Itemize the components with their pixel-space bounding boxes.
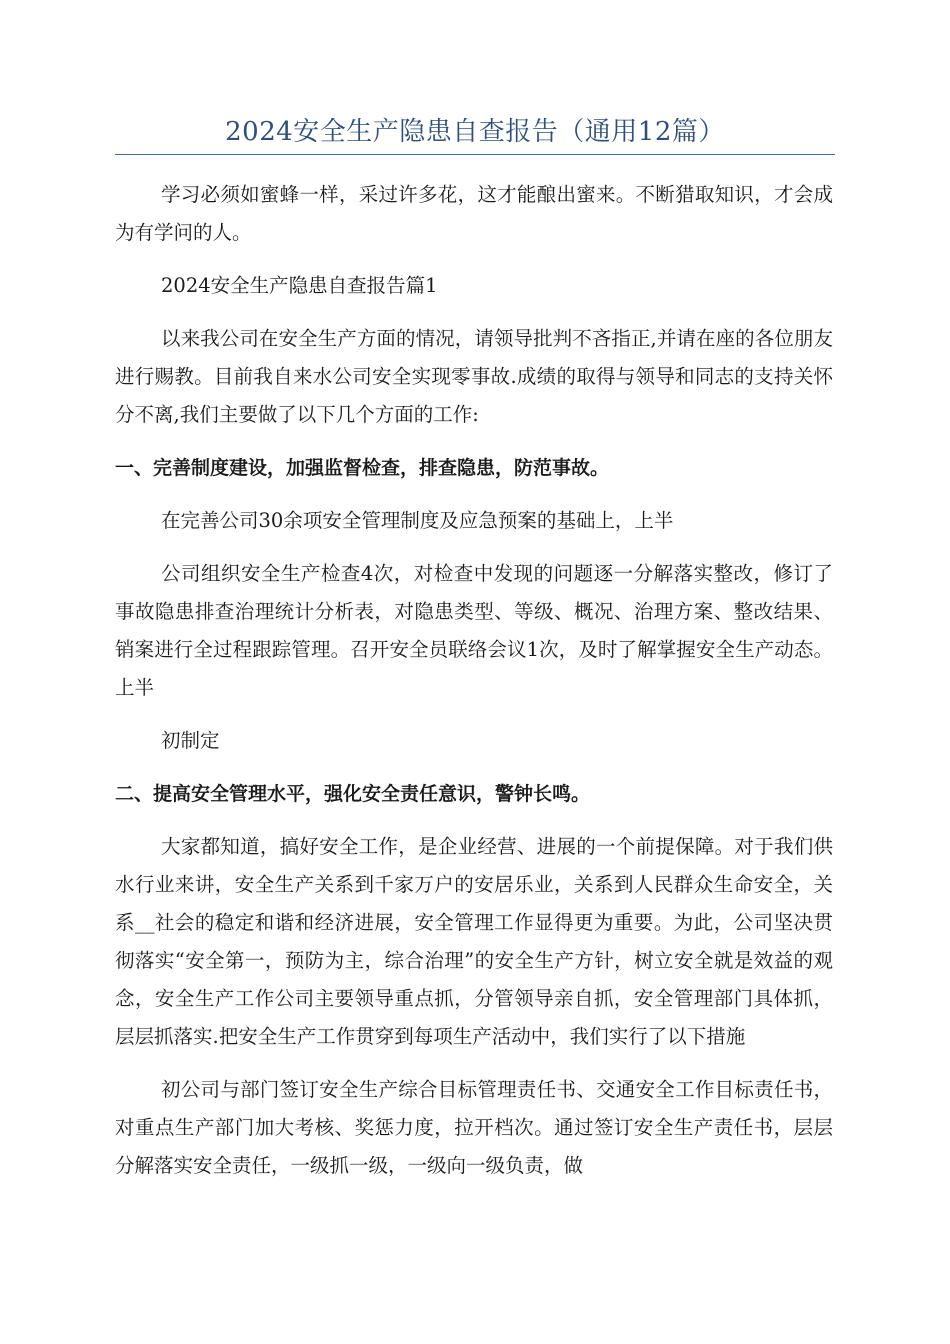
body-paragraph: 以来我公司在安全生产方面的情况，请领导批判不吝指正,并请在座的各位朋友进行赐教。目前我自来水公司安全实现零事故.成绩的取得与领导和同志的支持关怀分不离,我们主要做了以下几个方面的工作: [115,327,833,426]
title-underline [115,154,835,155]
section-heading: 二、提高安全管理水平，强化安全责任意识，警钟长鸣。 [115,783,591,805]
section-heading: 一、完善制度建设，加强监督检查，排查隐患，防范事故。 [115,457,610,479]
section-title: 2024安全生产隐患自查报告篇1 [161,274,438,297]
body-paragraph: 初公司与部门签订安全生产综合目标管理责任书、交通安全工作目标责任书，对重点生产部门加大考核、奖惩力度，拉开档次。通过签订安全生产责任书，层层分解落实安全责任，一级抓一级，一级向一级负责，做 [115,1078,833,1177]
body-paragraph: 公司组织安全生产检查4次，对检查中发现的问题逐一分解落实整改，修订了事故隐患排查治理统计分析表，对隐患类型、等级、概况、治理方案、整改结果、销案进行全过程跟踪管理。召开安全员联络会议1次，及时了解掌握安全生产动态。上半 [115,562,833,699]
intro-paragraph: 学习必须如蜜蜂一样，采过许多花，这才能酿出蜜来。不断猎取知识，才会成为有学问的人。 [115,183,833,244]
body-paragraph: 初制定 [161,729,220,752]
body-paragraph: 大家都知道，搞好安全工作，是企业经营、进展的一个前提保障。对于我们供水行业来讲，安全生产关系到千家万户的安居乐业，关系到人民群众生命安全，关系__社会的稳定和谐和经济进展，安全管理工作显得更为重要。为此，公司坚决贯彻落实“安全第一，预防为主，综合治理”的安全生产方针，树立安全就是效益的观念，安全生产工作公司主要领导重点抓，分管领导亲自抓，安全管理部门具体抓，层层抓落实.把安全生产工作贯穿到每项生产活动中，我们实行了以下措施 [115,835,833,1048]
body-paragraph: 在完善公司30余项安全管理制度及应急预案的基础上，上半 [161,509,674,532]
document-body [115,176,833,1185]
document-title: 2024安全生产隐患自查报告（通用12篇） [225,117,725,147]
